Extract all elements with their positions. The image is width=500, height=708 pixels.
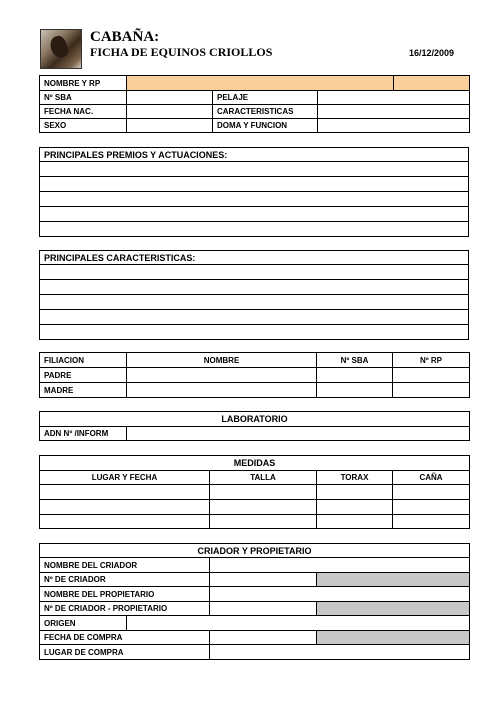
medidas-cell[interactable]	[317, 485, 393, 500]
lugar-fecha-header: LUGAR Y FECHA	[40, 471, 210, 485]
premios-title: PRINCIPALES PREMIOS Y ACTUACIONES:	[40, 148, 469, 162]
nro-criador-field[interactable]	[210, 573, 317, 587]
medidas-cell[interactable]	[393, 485, 470, 500]
padre-sba-field[interactable]	[317, 368, 393, 383]
form-date: 16/12/2009	[409, 48, 455, 58]
madre-rp-field[interactable]	[393, 383, 470, 398]
cana-header: CAÑA	[393, 471, 470, 485]
caracteristicas-title: PRINCIPALES CARACTERISTICAS:	[40, 251, 469, 265]
medidas-cell[interactable]	[40, 515, 210, 529]
origen-field[interactable]	[127, 616, 470, 631]
premios-line[interactable]	[40, 192, 469, 207]
madre-nombre-field[interactable]	[127, 383, 317, 398]
sba-field[interactable]	[127, 91, 213, 105]
nombre-rp-label: NOMBRE Y RP	[40, 76, 127, 91]
fecha-compra-field[interactable]	[210, 631, 317, 645]
criador-title: CRIADOR Y PROPIETARIO	[40, 544, 470, 558]
filiacion-table	[39, 352, 470, 398]
padre-nombre-field[interactable]	[127, 368, 317, 383]
premios-line[interactable]	[40, 162, 469, 177]
fecha-nac-field[interactable]	[127, 105, 213, 119]
laboratorio-table	[39, 411, 470, 441]
nro-criador-shaded	[317, 573, 470, 587]
sexo-label: SEXO	[40, 119, 127, 133]
sba-label: Nº SBA	[40, 91, 127, 105]
nro-criador-propietario-field[interactable]	[210, 602, 317, 616]
medidas-title: MEDIDAS	[40, 456, 470, 471]
horse-logo-image	[40, 29, 82, 69]
rp-header: Nº RP	[393, 353, 470, 368]
caracteristicas-line[interactable]	[40, 295, 469, 310]
laboratorio-title: LABORATORIO	[40, 412, 470, 427]
nro-criador-propietario-label: Nº DE CRIADOR - PROPIETARIO	[40, 602, 210, 616]
talla-header: TALLA	[210, 471, 317, 485]
pelaje-field[interactable]	[318, 91, 470, 105]
sexo-field[interactable]	[127, 119, 213, 133]
fecha-compra-label: FECHA DE COMPRA	[40, 631, 210, 645]
filiacion-header: FILIACION	[40, 353, 127, 368]
medidas-cell[interactable]	[40, 500, 210, 515]
lugar-compra-label: LUGAR DE COMPRA	[40, 645, 210, 660]
nro-criador-label: Nº DE CRIADOR	[40, 573, 210, 587]
nombre-propietario-field[interactable]	[210, 587, 470, 602]
medidas-table	[39, 455, 470, 529]
medidas-cell[interactable]	[317, 515, 393, 529]
caracteristicas-line[interactable]	[40, 265, 469, 280]
nombre-rp-field[interactable]	[127, 76, 394, 91]
lugar-compra-field[interactable]	[210, 645, 470, 660]
premios-table	[39, 147, 469, 237]
medidas-cell[interactable]	[210, 485, 317, 500]
nombre-propietario-label: NOMBRE DEL PROPIETARIO	[40, 587, 210, 602]
doma-field[interactable]	[318, 119, 470, 133]
caracteristicas-line[interactable]	[40, 280, 469, 295]
medidas-cell[interactable]	[40, 485, 210, 500]
premios-line[interactable]	[40, 222, 469, 237]
pelaje-label: PELAJE	[213, 91, 318, 105]
caracteristicas-field[interactable]	[318, 105, 470, 119]
padre-label: PADRE	[40, 368, 127, 383]
premios-line[interactable]	[40, 177, 469, 192]
nro-criador-propietario-shaded	[317, 602, 470, 616]
nombre-criador-field[interactable]	[210, 558, 470, 573]
adn-field[interactable]	[127, 427, 470, 441]
adn-label: ADN Nº /INFORM	[40, 427, 127, 441]
medidas-cell[interactable]	[393, 515, 470, 529]
nombre-criador-label: NOMBRE DEL CRIADOR	[40, 558, 210, 573]
cabana-title: CABAÑA:	[90, 29, 160, 45]
identity-table	[39, 75, 470, 133]
rp-field[interactable]	[394, 76, 470, 91]
caracteristicas-label: CARACTERISTICAS	[213, 105, 318, 119]
caracteristicas-line[interactable]	[40, 325, 469, 340]
form-title: FICHA DE EQUINOS CRIOLLOS	[90, 45, 273, 59]
sba-header: Nº SBA	[317, 353, 393, 368]
medidas-cell[interactable]	[393, 500, 470, 515]
nombre-header: NOMBRE	[127, 353, 317, 368]
padre-rp-field[interactable]	[393, 368, 470, 383]
origen-label: ORIGEN	[40, 616, 127, 631]
madre-label: MADRE	[40, 383, 127, 398]
madre-sba-field[interactable]	[317, 383, 393, 398]
medidas-cell[interactable]	[210, 500, 317, 515]
fecha-nac-label: FECHA NAC.	[40, 105, 127, 119]
caracteristicas-table	[39, 250, 469, 340]
doma-label: DOMA Y FUNCION	[213, 119, 318, 133]
premios-line[interactable]	[40, 207, 469, 222]
torax-header: TORAX	[317, 471, 393, 485]
fecha-compra-shaded	[317, 631, 470, 645]
caracteristicas-line[interactable]	[40, 310, 469, 325]
medidas-cell[interactable]	[317, 500, 393, 515]
criador-table	[39, 543, 470, 660]
medidas-cell[interactable]	[210, 515, 317, 529]
